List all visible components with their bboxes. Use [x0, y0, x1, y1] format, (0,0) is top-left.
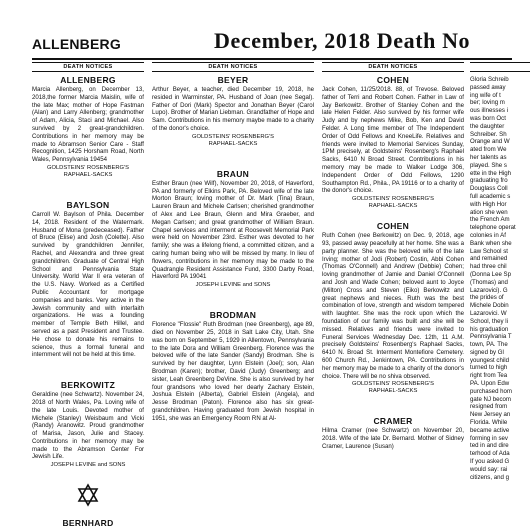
- star-of-david-icon: [32, 483, 144, 512]
- text-line: gate NJ becom: [470, 395, 511, 403]
- text-line: purchased hom: [470, 387, 513, 395]
- notice-name: BERNHARD: [62, 518, 114, 528]
- text-line: his graduation: [470, 325, 509, 333]
- text-line: full academic s: [470, 192, 511, 200]
- column-heading: DEATH NOTICES: [322, 62, 464, 72]
- text-line: Bank when she: [470, 239, 512, 247]
- page-banner: December, 2018 Death No: [214, 28, 471, 53]
- spacer: [322, 395, 464, 413]
- notice-text: Arthur Beyer, a teacher, died December 19, 2018, he resided in Warminster, PA. Husband of Joan (nee Segal). Father of Dori (Mark) Spector and Jonathan Beyer (Carol Lupo). Brother of Marian Liebman. Grandfather of Hope and Sam. Contributions in his memory maybe made to a charity of the donor's choice.: [152, 86, 314, 132]
- text-line: ber; loving m: [470, 99, 505, 107]
- column-heading: DEATH NOTICES: [152, 62, 314, 72]
- text-line: ing wife of t: [470, 91, 501, 99]
- text-line: terhood of Ada: [470, 450, 510, 458]
- text-line: (Donna Lee Sp: [470, 270, 511, 278]
- column-heading: DEATH NOTICES: [32, 62, 144, 72]
- header-rule: [32, 58, 512, 60]
- notice-name: ALLENBERG: [60, 75, 116, 85]
- text-line: played. She s: [470, 161, 507, 169]
- text-line: Michele Dobin: [470, 302, 509, 310]
- text-line: Florida. While: [470, 419, 508, 427]
- text-line: was born Oct: [470, 114, 506, 122]
- text-line: Pennsylvania T: [470, 333, 512, 341]
- notice-text: Carroll W. Baylson of Phila. December 14, 2018. Resident of the Watermark. Husband of Mona (predeceased). Father of Bruce (Elise) and Josh (Colette). Also survived by grandchildren Jennifer, Rachel, and Alexandra and three great grandchildren. Graduate of Central High School and Pennsylvania State University. World War II era veteran of the U.S. Navy. Worked as a Certified Public Accountant for mortgage companies and banks. Very active in the Jewish community and with interfaith organizations. He was a founding member of Temple Beth Hillel, and served as a past President and Trustee. He chose to donate his remains to science, thus a formal funeral and internment will not be held at this time.: [32, 210, 144, 359]
- funeral-home: JOSEPH LEVINE and SONS: [50, 462, 126, 469]
- notice-name: COHEN: [376, 221, 410, 232]
- text-line: School, they li: [470, 317, 508, 325]
- column-1: [32, 62, 144, 528]
- notice-text: Marcia Allenberg, on December 13, 2018,the former Marcia Maislin, wife of the late Max; mother of Hope Fastman (Alan) and Larry Allenberg; grandmother of Adam, Alicia, Staci and Michael. Also survived by 2 great-grandchildren. Contributions in her memory may be made to Abramson Senior Care - Staff Recognition, 1425 Horsham Road, North Wales, Pennsylvania 19454: [32, 86, 144, 164]
- text-line: Gloria Schreib: [470, 76, 509, 83]
- notice-schreiber-text: [470, 76, 530, 481]
- column-4: [470, 62, 530, 512]
- text-line: right from Tea: [470, 372, 508, 380]
- spacer: [322, 210, 464, 218]
- notice-berkowitz: [32, 380, 144, 469]
- notice-cramer: [322, 416, 464, 450]
- text-line: resigned from: [470, 403, 508, 411]
- notice-text: Hilma Cramer (nee Schwartz) on November 20, 2018. Wife of the late Dr. Bernard. Mother of Sidney Cramer, Laurence (Susan): [322, 427, 464, 450]
- text-line: became active: [470, 426, 510, 434]
- notice-text: Geraldine (nee Schwartz). November 24, 2018 of North Wales, Pa. Loving wife of the late Louis. Devoted mother of Michele (Stanley) Weisbaum and Vicki (Randy) Aranowitz. Proud grandmother of Marisa, Jason, Julie and Stacey. Contributions in her memory may be made to the Abramson Center For Jewish Life.: [32, 391, 144, 461]
- text-line: ette in the High: [470, 169, 511, 177]
- text-line: her talents as: [470, 153, 507, 161]
- notice-cohen-jack: [322, 75, 464, 210]
- notice-name: BERKOWITZ: [60, 380, 116, 391]
- text-line: citizens, and g: [470, 473, 509, 481]
- notice-braun: [152, 169, 314, 289]
- column-heading: [470, 62, 530, 72]
- text-line: If you asked G: [470, 458, 510, 466]
- text-line: ted in and dire: [470, 442, 509, 450]
- notice-text: Esther Braun (nee Wilf), November 20, 2018, of Haverford, PA and formerly of Elkins Park, PA. Beloved wife of the late Morton Braun; loving mother of Dr. Mark (Tina) Braun, Lauren Braun and Michele Carlsen; cherished grandmother of Alex and Lee Braun, Glenn and Mira Graeber, and Megan Carlsen; and great grandmother of William Braun. Chapel services and interment at Roosevelt Memorial Park were held on November 23rd. Esther was devoted to her family; she was a lifelong friend, a committed citizen, and a caring human being who will be missed by many. In lieu of flowers, contributions in her memory may be made to the Quadrangle Resident Assistance Fund, 3300 Darby Road, Haverford PA 19041: [152, 179, 314, 281]
- funeral-home: GOLDSTEINS' ROSENBERG'S RAPHAEL-SACKS: [351, 196, 435, 210]
- notice-beyer: [152, 75, 314, 148]
- notice-name: BAYLSON: [66, 199, 110, 210]
- text-line: Orange and W: [470, 138, 510, 146]
- notice-baylson: [32, 200, 144, 359]
- spacer: [32, 179, 144, 197]
- text-line: had three chil: [470, 263, 507, 271]
- spacer: [152, 148, 314, 166]
- column-2: [152, 62, 314, 512]
- text-line: telephone operat: [470, 224, 516, 232]
- text-line: New Jersey an: [470, 411, 511, 419]
- section-title: ALLENBERG: [32, 36, 121, 52]
- spacer: [152, 289, 314, 307]
- text-line: Douglass Coll: [470, 185, 508, 193]
- funeral-home: GOLDSTEINS' ROSENBERG'S RAPHAEL-SACKS: [191, 133, 275, 147]
- notice-name: BRAUN: [216, 168, 250, 179]
- funeral-home: JOSEPH LEVINE and SONS: [195, 282, 271, 289]
- notice-cohen-ruth: [322, 221, 464, 395]
- text-line: graduating fro: [470, 177, 508, 185]
- notice-name: BRODMAN: [209, 310, 257, 321]
- text-line: would say: rai: [470, 465, 508, 473]
- text-line: youngest child: [470, 356, 509, 364]
- notice-text: Florence "Flossie" Ruth Brodman (nee Greenberg), age 89, died on November 25, 2018 in Salt Lake City, Utah. She was born on September 5, 1929 in Allentown, Pennsylvania to the late Dora and William Greenberg. Florence was the beloved wife of the late Sander (Sandy) Brodman. She is survived by her daughter, Lynn Elstein (Joel); son, Alan Brodman (Karen); brother, David (Judy) Greenberg; and sister, Leah Greenberg DeVine. She is also survived by her four grandsons who loved her dearly Zachary Elstein, Joshua Elstein (Alberta), Gabriel Elstein (Angela), and Jesse Brodman (Paton). Florence also has six great-grandchildren. Having graduated from Jewish hospital in 1951, she was an Emergency Room RN at Al-: [152, 321, 314, 422]
- column-3: [322, 62, 464, 512]
- notice-text: Jack Cohen, 11/25/2018. 88, of Trevose. Beloved father of Terri and Robert Cohen. Father in Law of Jay Berkowitz. Brother of Stanley Cohen and the late Helen Felder. Also survived by his former wife Judy and by nephews Mike, Bob, Ken and David Felder. A Long time member of The Independent Order of Odd Fellows and KneeLife. Relatives and friends were invited to Memorial Services Sunday, 1PM precisely, at Goldsteins' Rosenberg's Raphael Sacks, 6410 N Broad Street. Contributions in his memory may be made to Walker Lodge 306, Independent Order of Odd Fellows, 1290 Southampton Rd., Phila., PA 19116 or to a charity of the donor's choice.: [322, 86, 464, 195]
- text-line: turned to high: [470, 364, 508, 372]
- text-line: ous illnesses i: [470, 107, 508, 115]
- text-line: and remained: [470, 255, 508, 263]
- funeral-home: GOLDSTEINS' ROSENBERG'S RAPHAEL-SACKS: [351, 381, 435, 395]
- text-line: Schreiber. Sh: [470, 130, 507, 138]
- spacer: [32, 359, 144, 377]
- text-line: the daughter: [470, 122, 505, 130]
- text-line: with High Hor: [470, 200, 507, 208]
- text-line: Lazarovici. W: [470, 309, 507, 317]
- notice-name: CRAMER: [373, 416, 413, 427]
- text-line: colonies in Af: [470, 231, 506, 239]
- text-line: town, PA. The: [470, 341, 508, 349]
- notice-name: BEYER: [217, 75, 249, 85]
- notice-allenberg: [32, 75, 144, 179]
- text-line: PA. Upon Edw: [470, 380, 510, 388]
- notice-name: COHEN: [376, 75, 410, 85]
- text-line: forming in sev: [470, 434, 508, 442]
- text-line: ated from We: [470, 146, 507, 154]
- text-line: ation she wen: [470, 208, 508, 216]
- text-line: Law School st: [470, 247, 508, 255]
- text-line: passed away: [470, 83, 506, 91]
- text-line: (Thomas) and: [470, 278, 508, 286]
- notice-text: Ruth Cohen (nee Berkowitz) on Dec. 9, 2018, age 93, passed away peacefully at her home. She was a party planner. She was the beloved wife of the late Irving; mother of Jodi (Robert) Costin, Abbi Cohen (Thomas O'Connell) and Andrew (Debbie) Cohen; loving grandmother of Jamie and Daniel O'Connell and Josh and Wade Cohen; beloved aunt to Joyce (Milton) Cross and Steven (Eiko) Berkowitz and great nephews and nieces. Ruth was the best combination of love, strength and wisdom tempered with laughter. She was the rock upon which the foundation of our family was built and she will be missed. Relatives and friends were invited to Funeral Services Wednesday Dec. 12th, 11 A.M. precisely Goldsteins' Rosenberg's Raphael Sacks, 6410 N. Broad St. Interment Montefiore Cemetery. 600 Church Rd., Jenkintown, PA. Contributions in her memory may be made to a charity of the donor's choice. There will be no shiva observed.: [322, 232, 464, 380]
- text-line: signed by Gl: [470, 348, 504, 356]
- notice-brodman: [152, 310, 314, 422]
- text-line: Lazarovici). G: [470, 286, 508, 294]
- funeral-home: GOLDSTEINS' ROSENBERG'S RAPHAEL-SACKS: [46, 164, 130, 178]
- text-line: the prides of: [470, 294, 504, 302]
- text-line: the French Am: [470, 216, 510, 224]
